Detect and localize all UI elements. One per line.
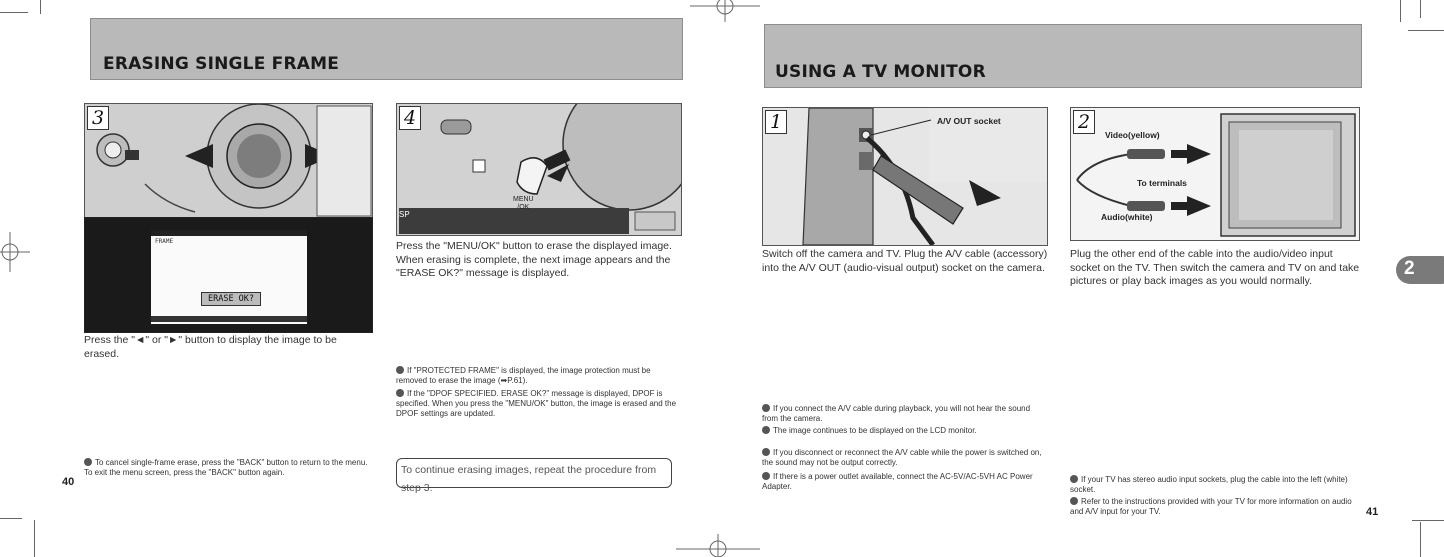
step-number: 4 [399, 106, 421, 130]
crop-mark [34, 520, 35, 557]
bullet-icon [762, 472, 770, 480]
note-disconnect-cable: If you disconnect or reconnect the A/V cable while the power is switched on, the sound may not be output correctly. [762, 448, 1042, 467]
menu-label-line1: MENU [513, 196, 534, 203]
menu-label-line2: /OK [517, 204, 530, 211]
bullet-icon [396, 389, 404, 397]
chapter-tab [1396, 256, 1444, 284]
camera-dial-illustration [85, 104, 372, 218]
step3-caption: Press the "◄" or "►" button to display the image to be erased. [84, 334, 337, 360]
section-title-erasing: ERASING SINGLE FRAME [103, 54, 340, 74]
step1-figure [762, 107, 1048, 246]
crop-mark [40, 0, 41, 14]
audio-white-label: Audio(white) [1101, 212, 1153, 222]
step2-caption: Plug the other end of the cable into the audio/video input socket on the TV. Then switch the camera and TV on and take pictures or play back images as you would normally. [1070, 248, 1360, 287]
step-number: 1 [765, 110, 787, 134]
lcd-top-bar [151, 230, 307, 236]
note-playback-sound: If you connect the A/V cable during playback, you will not hear the sound from the camera. [762, 404, 1031, 423]
page-number-left: 40 [62, 476, 75, 488]
crop-mark [1408, 30, 1444, 31]
note-lcd-display: The image continues to be displayed on the LCD monitor. [762, 426, 1048, 436]
section-title-tv-monitor: USING A TV MONITOR [775, 62, 986, 82]
note-power-adapter: If there is a power outlet available, connect the AC-5V/AC-5VH AC Power Adapter. [762, 472, 1033, 491]
chapter-tab-number: 2 [1404, 258, 1415, 279]
video-yellow-label: Video(yellow) [1105, 130, 1160, 140]
registration-mark [0, 232, 30, 272]
crop-mark [1420, 522, 1421, 557]
bullet-icon [396, 366, 404, 374]
av-out-socket-label: A/V OUT socket [937, 116, 1001, 126]
page-number-right: 41 [1366, 506, 1379, 518]
continue-callout [396, 458, 672, 494]
step4-caption: Press the "MENU/OK" button to erase the displayed image. When erasing is complete, the next image appears and the "ERASE OK?" message is displayed. [396, 240, 672, 279]
crop-mark [1400, 0, 1401, 22]
note-tv-instructions: Refer to the instructions provided with your TV for more information on audio and A/V input for your TV. [1070, 497, 1352, 516]
note-cancel-erase: To cancel single-frame erase, press the "BACK" button to return to the menu. To exit the menu screen, press the "BACK" button again. [84, 458, 368, 477]
lcd-frame-label: FRAME [155, 238, 174, 245]
note-dpof-specified: If the "DPOF SPECIFIED. ERASE OK?" message is displayed, DPOF is specified. When you press the "MENU/OK" button, the image is erased and the DPOF settings are updated. [396, 389, 677, 418]
lcd-bottom-bar [151, 316, 307, 322]
sp-label: SP [399, 210, 410, 219]
step3-figure [84, 103, 373, 219]
note-stereo-sockets: If your TV has stereo audio input sockets, plug the cable into the left (white) socket. [1070, 475, 1348, 494]
lcd-display [151, 230, 307, 324]
registration-mark [676, 534, 760, 557]
bullet-icon [84, 458, 92, 466]
bullet-icon [762, 404, 770, 412]
registration-mark [690, 0, 760, 24]
crop-mark [0, 518, 22, 519]
crop-mark [1412, 520, 1444, 521]
callout-text: To continue erasing images, repeat the procedure from step 3. [401, 464, 657, 494]
step2-figure [1070, 107, 1360, 241]
step-number: 3 [87, 106, 109, 130]
menu-button-label [513, 196, 534, 212]
step3-lcd-screen [84, 217, 373, 333]
step1-caption: Switch off the camera and TV. Plug the A/V cable (accessory) into the A/V OUT (audio-visual output) socket on the camera. [762, 248, 1048, 274]
bullet-icon [762, 426, 770, 434]
crop-mark [0, 12, 28, 13]
step4-figure [396, 103, 682, 236]
note-protected-frame: If "PROTECTED FRAME" is displayed, the image protection must be removed to erase the image (➡P.61). [396, 366, 651, 385]
crop-mark [1420, 0, 1421, 18]
erase-ok-button: ERASE OK? [201, 292, 261, 306]
bullet-icon [1070, 497, 1078, 505]
av-out-connection-illustration [763, 108, 1047, 245]
to-terminals-label: To terminals [1137, 178, 1187, 188]
bullet-icon [762, 448, 770, 456]
menu-ok-button-illustration [397, 104, 681, 235]
bullet-icon [1070, 475, 1078, 483]
step-number: 2 [1073, 110, 1095, 134]
